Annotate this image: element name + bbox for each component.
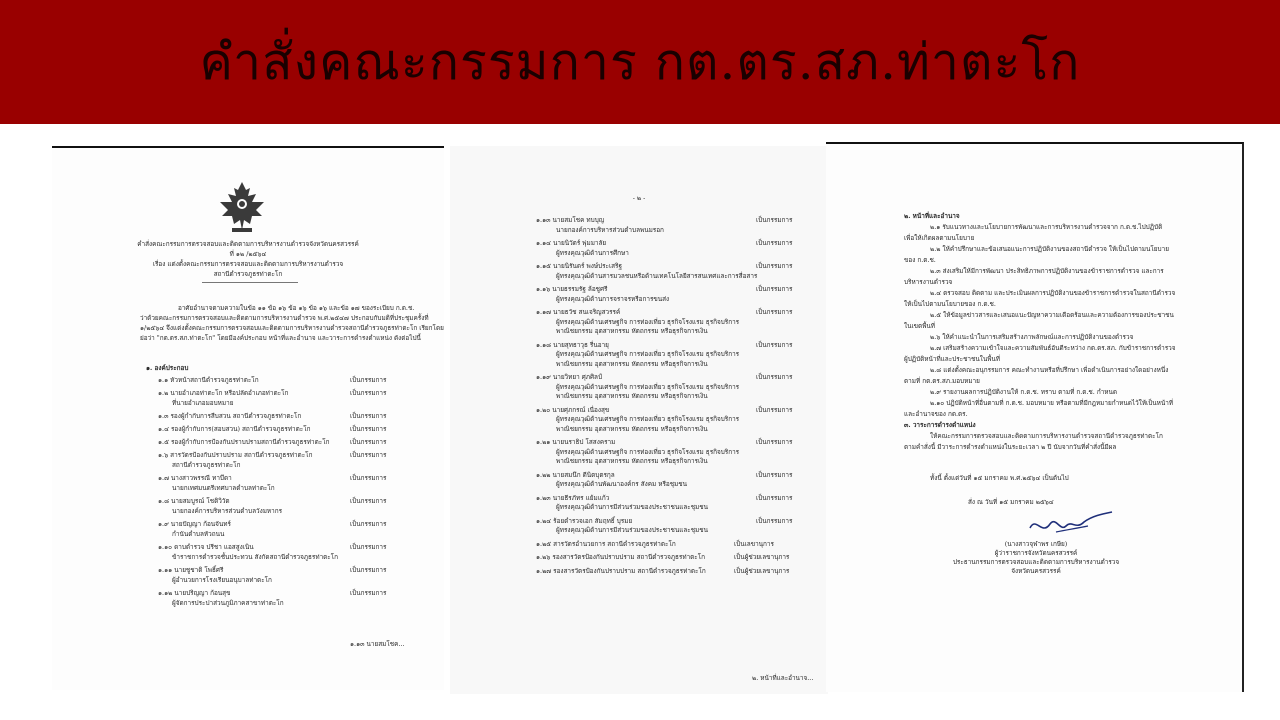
garuda-emblem-icon — [214, 178, 270, 236]
signer-name: (นางสาวจุฬาพร เกษีย) — [1004, 540, 1068, 548]
body-text-line: ๒.๗ เสริมสร้างความเข้าใจและความสัมพันธ์อันดีระหว่าง กต.ตร.สภ. กับข้าราชการตำรวจ — [930, 344, 1176, 352]
member-line: ๑.๑๙ นายวิทยา ศุภศิลป์ — [536, 373, 603, 381]
member-line: ๑.๒๕ สารวัตรอำนวยการ สถานีตำรวจภูธรท่าตะโก — [536, 539, 676, 548]
body-text-line: ๒.๑๐ ปฏิบัติหน้าที่อื่นตามที่ ก.ต.ช. มอบหมาย หรือตามที่มีกฎหมายกำหนดไว้ให้เป็นหน้าที่ — [930, 399, 1174, 407]
body-text-line: ให้คณะกรรมการตรวจสอบและติดตามการบริหารงานตำรวจสถานีตำรวจภูธรท่าตะโก — [930, 432, 1163, 440]
member-position: ผู้ทรงคุณวุฒิด้านสารมวลชนหรือด้านเทคโนโลยีสารสนเทศและการสื่อสาร — [556, 271, 758, 280]
body-text-line: ๓. วาระการดำรงตำแหน่ง — [904, 421, 976, 429]
member-line: ๑.๒๔ ร้อยตำรวจเอก สัมฤทธิ์ บุรมย — [536, 516, 633, 525]
order-header: คำสั่งคณะกรรมการตรวจสอบและติดตามการบริหารงานตำรวจจังหวัดนครสวรรค์ — [137, 240, 359, 248]
order-subject: เรื่อง แต่งตั้งคณะกรรมการตรวจสอบและติดตามการบริหารงานตำรวจ — [152, 260, 344, 268]
signed-date: สั่ง ณ วันที่ ๑๕ มกราคม ๒๕๖๔ — [968, 498, 1054, 506]
body-text-line: ๒.๘ แต่งตั้งคณะอนุกรรมการ คณะทำงานหรือที่ปรึกษา เพื่อดำเนินการอย่างใดอย่างหนึ่ง — [930, 366, 1169, 374]
body-text-line: ๒.๙ รายงานผลการปฏิบัติงานให้ ก.ต.ช. ทราบ ตามที่ ก.ต.ช. กำหนด — [930, 388, 1118, 396]
member-role: เป็นกรรมการ — [756, 239, 793, 247]
member-position: พาณิชยกรรม อุตสาหกรรม หัตถกรรม หรือธุรกิจการเงิน — [556, 457, 708, 465]
member-line: ๑.๓ รองผู้กำกับการสืบสวน สถานีตำรวจภูธรท่าตะโก — [158, 412, 302, 420]
member-position: พาณิชยกรรม อุตสาหกรรม หัตถกรรม หรือธุรกิจการเงิน — [556, 359, 708, 368]
member-line: ๑.๒๓ นายธีรภัทร แย้มแก้ว — [536, 493, 610, 502]
member-line: ๑.๒๒ นายสมนึก ดีนิตบุตรกุล — [536, 470, 615, 479]
page-number: - ๒ - — [632, 194, 646, 202]
page-footer: ๒. หน้าที่และอำนาจ... — [752, 674, 814, 682]
member-line: ๑.๑๓ นายสมโชค ทบบุญ — [536, 216, 605, 224]
member-line: ๑.๒ นายอำเภอท่าตะโก หรือปลัดอำเภอท่าตะโก — [158, 389, 289, 397]
title-banner — [0, 0, 1280, 124]
body-text-line: ๒. หน้าที่และอำนาจ — [904, 212, 960, 220]
member-role: เป็นกรรมการ — [756, 308, 793, 316]
member-line: ๑.๘ นายสมบูรณ์ โชติวิวัต — [158, 497, 230, 505]
member-role: เป็นกรรมการ — [350, 543, 387, 551]
member-line: ๑.๙ นายปัญญา ก้อนจันทร์ — [158, 520, 231, 528]
member-line: ๑.๒๖ รองสารวัตรป้องกันปราบปราม สถานีตำรวจภูธรท่าตะโก — [536, 553, 706, 561]
member-position: ผู้อำนวยการโรงเรียนอนุบาลท่าตะโก — [172, 576, 272, 584]
body-text-line: ๑/๒๕๖๔ จึงแต่งตั้งคณะกรรมการตรวจสอบและติดตามการบริหารงานตำรวจสถานีตำรวจภูธรท่าตะโก เรียกโดย — [140, 324, 444, 332]
body-text-line: ว่าด้วยคณะกรรมการตรวจสอบและติดตามการบริหารงานตำรวจ พ.ศ.๒๕๔๗ ประกอบกับมติที่ประชุมครั้งที่ — [140, 314, 429, 322]
member-position: กำนันตำบลหัวถนน — [172, 530, 225, 538]
body-text-line: ๒.๖ ให้คำแนะนำในการเสริมสร้างภาพลักษณ์และการปฏิบัติงานของตำรวจ — [930, 333, 1134, 341]
signer-title-3: จังหวัดนครสวรรค์ — [1011, 567, 1061, 575]
divider — [202, 282, 298, 283]
member-position: พาณิชยกรรม อุตสาหกรรม หัตถกรรม หรือธุรกิจการเงิน — [556, 392, 708, 400]
member-role: เป็นกรรมการ — [350, 438, 387, 446]
member-line: ๑.๑ หัวหน้าสถานีตำรวจภูธรท่าตะโก — [158, 376, 259, 384]
member-line: ๑.๑๐ ดาบตำรวจ ปรีชา แอสสูงเนิน — [158, 543, 254, 551]
member-role: เป็นกรรมการ — [350, 566, 387, 574]
member-position: ผู้ทรงคุณวุฒิด้านเศรษฐกิจ การท่องเที่ยว ธุรกิจโรงแรม ธุรกิจบริการ — [556, 415, 740, 423]
member-line: ๑.๑๒ นายปริญญา ก้อนสุข — [158, 589, 231, 597]
member-line: ๑.๕ รองผู้กำกับการป้องกันปราบปรามสถานีตำรวจภูธรท่าตะโก — [158, 438, 330, 446]
member-position: ผู้ทรงคุณวุฒิด้านพัฒนาองค์กร สังคม หรือชุมชน — [556, 480, 687, 488]
member-position: นายกเทศมนตรีเทศบาลตำบลท่าตะโก — [172, 484, 275, 492]
member-role: เป็นกรรมการ — [756, 470, 793, 479]
member-role: เป็นกรรมการ — [756, 493, 793, 502]
body-text-line: บริหารงานตำรวจ — [904, 278, 953, 286]
body-text-line: อาศัยอำนาจตามความในข้อ ๑๑ ข้อ ๑๖ ข้อ ๑๖ ข้อ ๑๖ และข้อ ๑๗ ของระเบียบ ก.ต.ช. — [178, 304, 415, 312]
member-position: นายกองค์การบริหารส่วนตำบลพนมรอก — [556, 225, 664, 234]
page-title: คำสั่งคณะกรรมการ กต.ตร.สภ.ท่าตะโก — [199, 32, 1081, 91]
member-role: เป็นกรรมการ — [756, 373, 793, 381]
body-text-line: ตามคำสั่งนี้ มีวาระการดำรงตำแหน่งในระยะเวลา ๒ ปี นับจากวันที่คำสั่งนี้มีผล — [904, 443, 1117, 451]
member-role: เป็นกรรมการ — [350, 451, 387, 459]
body-text-line: ๒.๑ รับแนวทางและนโยบายการพัฒนาและการบริหารงานตำรวจจาก ก.ต.ช.ไปปฏิบัติ — [930, 223, 1163, 231]
member-line: ๑.๑๑ นายชูชาติ โพธิ์ศรี — [158, 566, 224, 574]
member-role: เป็นกรรมการ — [756, 262, 793, 270]
body-text-line: ๒.๔ ตรวจสอบ ติดตาม และประเมินผลการปฏิบัติงานของข้าราชการตำรวจในสถานีตำรวจ — [930, 289, 1176, 297]
body-text-line: ๒.๕ ให้ข้อมูลข่าวสารและเสนอแนะปัญหาความเดือดร้อนและความต้องการของประชาชน — [930, 311, 1174, 319]
body-text-line: ย่อว่า "กต.ตร.สภ.ท่าตะโก" โดยมีองค์ประกอบ หน้าที่และอำนาจ และวาระการดำรงตำแหน่ง ดังต่อไปนี้ — [140, 334, 421, 342]
member-line: ๑.๑๖ นายธรรมรัฐ ล้อชูศรี — [536, 285, 608, 293]
member-position: ผู้ทรงคุณวุฒิด้านเศรษฐกิจ การท่องเที่ยว ธุรกิจโรงแรม ธุรกิจบริการ — [556, 382, 740, 391]
body-text-line: ๒.๒ ให้คำปรึกษาและข้อเสนอแนะการปฏิบัติงานของสถานีตำรวจ ให้เป็นไปตามนโยบาย — [930, 245, 1169, 253]
section-heading: ๑. องค์ประกอบ — [146, 364, 189, 372]
member-role: เป็นกรรมการ — [756, 285, 793, 293]
member-role: เป็นกรรมการ — [350, 497, 387, 505]
member-role: เป็นเลขานุการ — [734, 539, 774, 548]
member-line: ๑.๒๑ นายนราธิป โสสงคราม — [536, 438, 616, 446]
page-footer: ๑.๑๓ นายสมโชค... — [350, 640, 405, 648]
member-position: พาณิชยกรรม อุตสาหกรรม หัตถกรรม หรือธุรกิจการเงิน — [556, 327, 708, 335]
signature-icon — [1026, 506, 1116, 540]
member-position: ผู้ทรงคุณวุฒิด้านการมีส่วนร่วมของประชาชนและชุมชน — [556, 526, 708, 534]
member-role: เป็นผู้ช่วยเลขานุการ — [734, 566, 790, 575]
body-text-line: ในเขตพื้นที่ — [904, 322, 935, 330]
order-subject-2: สถานีตำรวจภูธรท่าตะโก — [213, 270, 283, 278]
body-text-line: เพื่อให้เกิดผลตามนโยบาย — [904, 234, 975, 242]
body-text-line: และอำนาจของ กต.ตร. — [904, 410, 968, 418]
member-line: ๑.๒๗ รองสารวัตรป้องกันปราบปราม สถานีตำรวจภูธรท่าตะโก — [536, 566, 706, 575]
member-role: เป็นกรรมการ — [350, 412, 387, 420]
member-position: ผู้ทรงคุณวุฒิด้านการจราจรหรือการขนส่ง — [556, 294, 670, 303]
member-position: ผู้ทรงคุณวุฒิด้านเศรษฐกิจ การท่องเที่ยว ธุรกิจโรงแรม ธุรกิจบริการ — [556, 317, 740, 326]
member-role: เป็นกรรมการ — [756, 516, 793, 525]
member-role: เป็นกรรมการ — [350, 520, 387, 528]
effective-date: ทั้งนี้ ตั้งแต่วันที่ ๑๕ มกราคม พ.ศ.๒๕๖๔ เป็นต้นไป — [930, 474, 1069, 482]
member-position: ผู้ทรงคุณวุฒิด้านเศรษฐกิจ การท่องเที่ยว ธุรกิจโรงแรม ธุรกิจบริการ — [556, 350, 740, 358]
member-position: ข้าราชการตำรวจชั้นประทวน สังกัดสถานีตำรวจภูธรท่าตะโก — [172, 553, 339, 561]
signer-title-2: ประธานกรรมการตรวจสอบและติดตามการบริหารงานตำรวจ — [952, 558, 1120, 566]
member-line: ๑.๑๔ นายนิวัตร์ พุ่มมาลัย — [536, 239, 607, 247]
member-position: ผู้ทรงคุณวุฒิด้านเศรษฐกิจ การท่องเที่ยว ธุรกิจโรงแรม ธุรกิจบริการ — [556, 447, 740, 456]
body-text-line: ให้เป็นไปตามนโยบายของ ก.ต.ช. — [904, 300, 996, 308]
member-role: เป็นกรรมการ — [350, 389, 387, 397]
member-role: เป็นผู้ช่วยเลขานุการ — [734, 553, 790, 561]
member-position: พาณิชยกรรม อุตสาหกรรม หัตถกรรม หรือธุรกิจการเงิน — [556, 424, 708, 433]
body-text-line: ๒.๓ ส่งเสริมให้มีการพัฒนา ประสิทธิภาพการปฏิบัติงานของข้าราชการตำรวจ และการ — [930, 267, 1164, 275]
member-position: สถานีตำรวจภูธรท่าตะโก — [172, 461, 241, 469]
signer-title: ผู้ว่าราชการจังหวัดนครสวรรค์ — [994, 549, 1078, 557]
member-role: เป็นกรรมการ — [756, 405, 793, 414]
member-line: ๑.๖ สารวัตรป้องกันปราบปราม สถานีตำรวจภูธรท่าตะโก — [158, 451, 313, 459]
body-text-line: ผู้ปฏิบัติหน้าที่และประชาชนในพื้นที่ — [904, 355, 1000, 363]
member-role: เป็นกรรมการ — [350, 589, 387, 597]
member-role: เป็นกรรมการ — [756, 216, 793, 224]
member-line: ๑.๑๗ นายธวัช สนเจริญสวรรค์ — [536, 308, 621, 316]
document-page-3 — [826, 142, 1244, 692]
body-text-line: ตามที่ กต.ตร.สภ.มอบหมาย — [904, 377, 980, 385]
member-line: ๑.๔ รองผู้กำกับการ(สอบสวน) สถานีตำรวจภูธรท่าตะโก — [158, 425, 311, 433]
member-position: นายกองค์การบริหารส่วนตำบลวังมหากร — [172, 507, 283, 515]
body-text-line: ของ ก.ต.ช. — [904, 256, 936, 264]
document-page-2 — [450, 146, 828, 694]
member-line: ๑.๑๘ นายสุทธาวุธ รื่นอายุ — [536, 340, 609, 349]
member-role: เป็นกรรมการ — [350, 425, 387, 433]
member-role: เป็นกรรมการ — [350, 376, 387, 384]
order-number: ที่ ๑๒ /๒๕๖๔ — [229, 250, 267, 258]
member-position: ผู้ทรงคุณวุฒิด้านการมีส่วนร่วมของประชาชนและชุมชน — [556, 503, 708, 511]
document-page-1 — [52, 146, 444, 690]
member-role: เป็นกรรมการ — [350, 474, 387, 482]
member-position: ที่นายอำเภอมอบหมาย — [172, 399, 234, 407]
member-line: ๑.๑๕ นายนิรันดร์ พงษ์ประเสริฐ — [536, 262, 623, 270]
member-position: ผู้ทรงคุณวุฒิด้านการศึกษา — [556, 248, 629, 257]
member-line: ๑.๒๐ นายศุภกรณ์ เนื่องสุข — [536, 405, 610, 414]
member-role: เป็นกรรมการ — [756, 340, 793, 349]
member-role: เป็นกรรมการ — [756, 438, 793, 446]
member-position: ผู้จัดการประปาส่วนภูมิภาคสาขาท่าตะโก — [172, 599, 284, 607]
member-line: ๑.๗ นางสาวพรรณี ทาบึดา — [158, 474, 232, 482]
